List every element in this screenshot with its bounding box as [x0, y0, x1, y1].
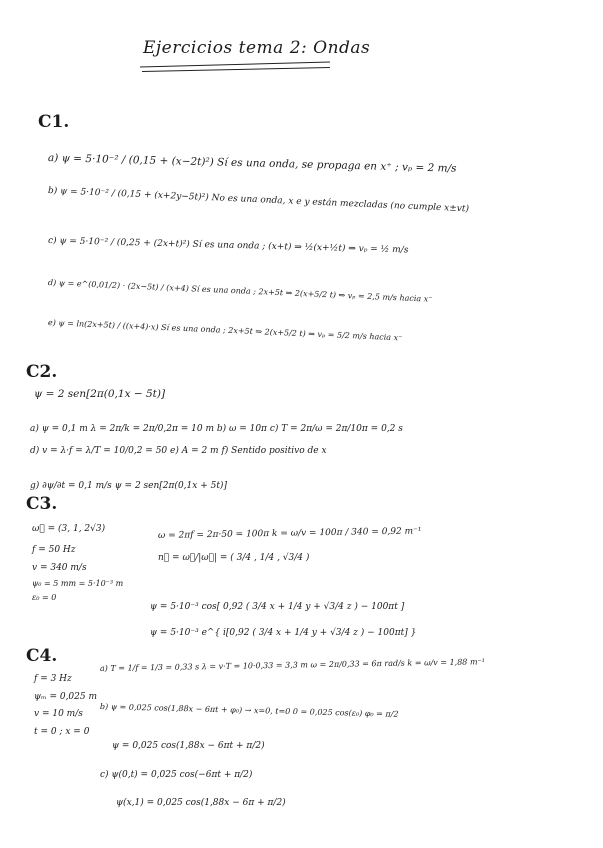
c3-given-1: ω⃗ = (3, 1, 2√3)	[32, 524, 106, 534]
c3-given-4: ψ₀ = 5 mm = 5·10⁻³ m	[32, 579, 124, 588]
section-c2-heading: C2.	[26, 362, 58, 382]
c2-line-1: a) ψ = 0,1 m λ = 2π/k = 2π/0,2π = 10 m b) ω = 10π c) T = 2π/ω = 2π/10π = 0,2 s	[30, 424, 403, 434]
c4-given-2: ψₘ = 0,025 m	[34, 692, 97, 702]
c2-line-2: d) v = λ·f = λ/T = 10/0,2 = 50 e) A = 2 m f) Sentido positivo de x	[30, 446, 327, 456]
c4-item-b-1: b) ψ = 0,025 cos(1,88x − 6πt + φ₀) → x=0, t=0 0 = 0,025 cos(ε₀) φ₀ = π/2	[99, 702, 399, 719]
c4-item-b-2: ψ = 0,025 cos(1,88x − 6πt + π/2)	[112, 741, 265, 751]
c4-given-3: v = 10 m/s	[34, 709, 83, 719]
c3-line-1: ω = 2πf = 2π·50 = 100π k = ω/v = 100π / 340 = 0,92 m⁻¹	[157, 526, 422, 541]
c4-item-a: a) T = 1/f = 1/3 = 0,33 s λ = v·T = 10·0,33 = 3,3 m ω = 2π/0,33 = 6π rad/s k = ω/v = 1,88 m⁻¹	[99, 657, 485, 673]
c3-given-2: f = 50 Hz	[32, 545, 76, 555]
title-underline	[140, 62, 330, 68]
c2-equation: ψ = 2 sen[2π(0,1x − 5t)]	[34, 388, 166, 400]
c2-line-3: g) ∂ψ/∂t = 0,1 m/s ψ = 2 sen[2π(0,1x + 5t)]	[30, 481, 227, 491]
c3-line-3: ψ = 5·10⁻³ cos[ 0,92 ( 3/4 x + 1/4 y + √3/4 z ) − 100πt ]	[150, 602, 405, 612]
page-title: Ejercicios tema 2: Ondas	[143, 38, 371, 58]
c1-item-a: a) ψ = 5·10⁻² / (0,15 + (x−2t)²) Sí es una onda, se propaga en x⁺ ; vₚ = 2 m/s	[47, 152, 457, 175]
c1-item-b: b) ψ = 5·10⁻² / (0,15 + (x+2y−5t)²) No es una onda, x e y están mezcladas (no cumple x±vt)	[47, 186, 470, 215]
section-c3-heading: C3.	[26, 494, 58, 514]
c4-item-c-2: ψ(x,1) = 0,025 cos(1,88x − 6π + π/2)	[116, 798, 286, 808]
c3-given-3: v = 340 m/s	[32, 563, 87, 573]
title-underline-second	[142, 67, 330, 72]
section-c1-heading: C1.	[38, 112, 70, 132]
c1-item-e: e) ψ = ln(2x+5t) / ((x+4)·x) Sí es una onda ; 2x+5t ⇒ 2(x+5/2 t) ⇒ vₚ = 5/2 m/s hacia x⁻	[47, 318, 403, 343]
c3-line-4: ψ = 5·10⁻³ e^{ i[0,92 ( 3/4 x + 1/4 y + √3/4 z ) − 100πt] }	[150, 628, 417, 638]
c3-given-5: ε₀ = 0	[32, 593, 57, 602]
section-c4-heading: C4.	[26, 646, 58, 666]
c4-given-1: f = 3 Hz	[34, 674, 72, 684]
c1-item-c: c) ψ = 5·10⁻² / (0,25 + (2x+t)²) Sí es una onda ; (x+t) ⇒ ½(x+½t) ⇒ vₚ = ½ m/s	[47, 236, 409, 256]
c4-given-4: t = 0 ; x = 0	[34, 727, 90, 737]
c4-item-c-1: c) ψ(0,t) = 0,025 cos(−6πt + π/2)	[100, 770, 253, 780]
c3-line-2: n⃗ = ω⃗/|ω⃗| = ( 3/4 , 1/4 , √3/4 )	[158, 553, 310, 563]
c1-item-d: d) ψ = e^(0,01/2) · (2x−5t) / (x+4) Sí es una onda ; 2x+5t ⇒ 2(x+5/2 t) ⇒ vₚ = 2,5 m/s hacia x⁻	[47, 278, 433, 304]
